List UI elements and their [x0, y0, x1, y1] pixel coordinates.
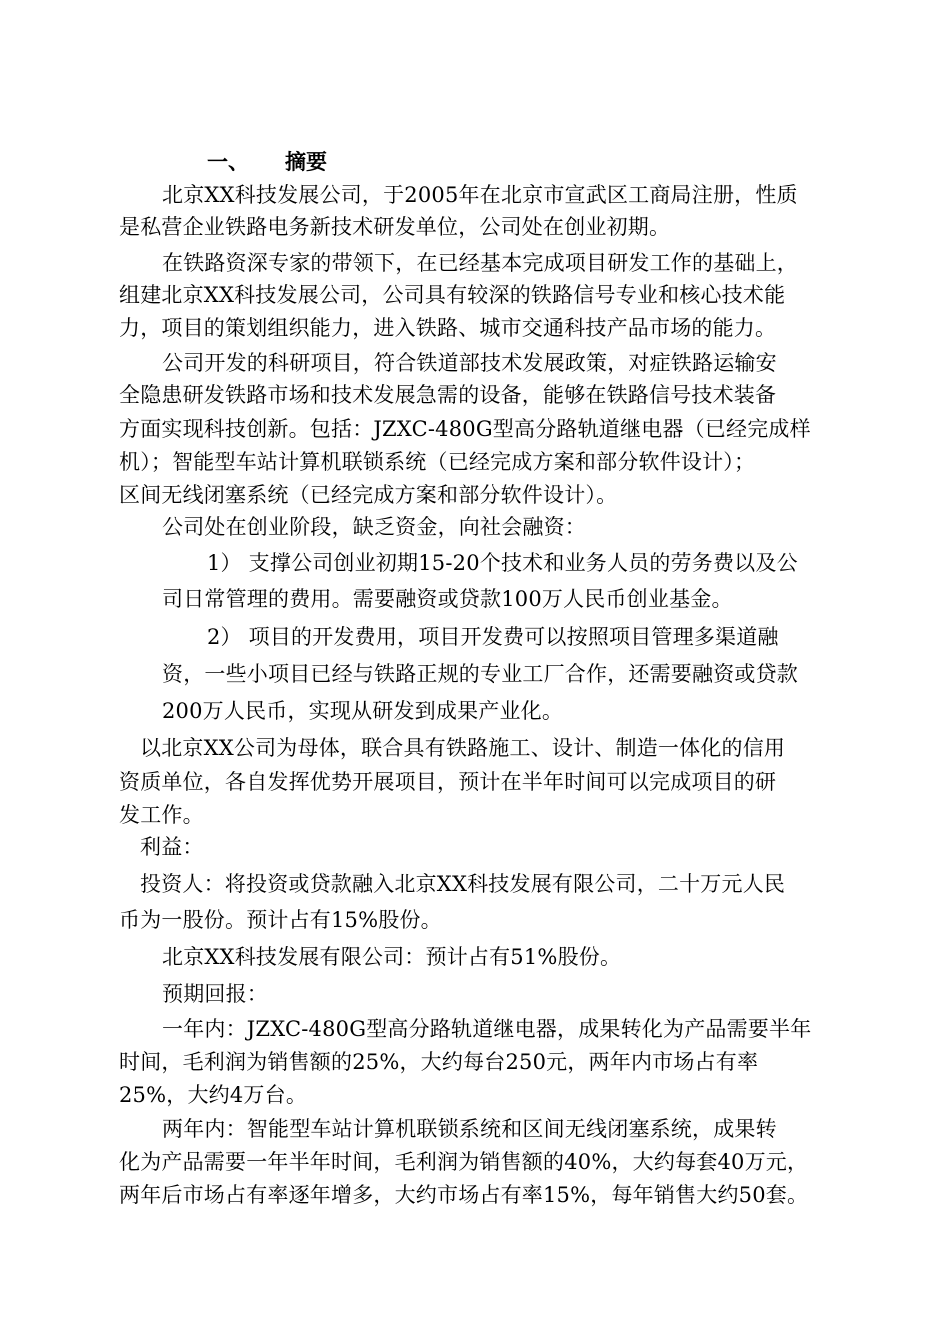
paragraph-line: 区间无线闭塞系统（已经完成方案和部分软件设计）。 [119, 483, 618, 507]
list-item-line: 资，一些小项目已经与铁路正规的专业工厂合作，还需要融资或贷款 [162, 662, 798, 686]
paragraph-line: 币为一股份。预计占有15%股份。 [119, 908, 442, 932]
paragraph-line: 北京XX科技发展公司，于2005年在北京市宣武区工商局注册，性质 [162, 183, 798, 207]
list-item-line: 1） 支撑公司创业初期15-20个技术和业务人员的劳务费以及公 [207, 551, 798, 575]
paragraph-line: 25%，大约4万台。 [119, 1083, 308, 1107]
list-item-line: 司日常管理的费用。需要融资或贷款100万人民币创业基金。 [162, 587, 733, 611]
paragraph-line: 一年内：JZXC-480G型高分路轨道继电器，成果转化为产品需要半年 [162, 1017, 812, 1041]
paragraph-line: 投资人：将投资或贷款融入北京XX科技发展有限公司，二十万元人民 [140, 872, 786, 896]
paragraph-line: 组建北京XX科技发展公司，公司具有较深的铁路信号专业和核心技术能 [119, 283, 786, 307]
paragraph-line: 化为产品需要一年半年时间，毛利润为销售额的40%，大约每套40万元， [119, 1150, 809, 1174]
paragraph-line: 公司开发的科研项目，符合铁道部技术发展政策，对症铁路运输安 [162, 351, 777, 375]
paragraph-line: 方面实现科技创新。包括：JZXC-480G型高分路轨道继电器（已经完成样 [119, 417, 811, 441]
paragraph-line: 以北京XX公司为母体，联合具有铁路施工、设计、制造一体化的信用 [140, 736, 786, 760]
paragraph-line: 两年后市场占有率逐年增多，大约市场占有率15%，每年销售大约50套。 [119, 1183, 809, 1207]
paragraph-line: 时间，毛利润为销售额的25%，大约每台250元，两年内市场占有率 [119, 1050, 759, 1074]
section-number: 一、 [207, 149, 249, 174]
paragraph-line: 是私营企业铁路电务新技术研发单位，公司处在创业初期。 [119, 215, 671, 239]
paragraph-line: 资质单位，各自发挥优势开展项目，预计在半年时间可以完成项目的研 [119, 770, 777, 794]
list-item-line: 2） 项目的开发费用，项目开发费可以按照项目管理多渠道融 [207, 625, 779, 649]
paragraph-line: 两年内：智能型车站计算机联锁系统和区间无线闭塞系统，成果转 [162, 1117, 777, 1141]
paragraph-line: 在铁路资深专家的带领下，在已经基本完成项目研发工作的基础上， [162, 251, 798, 275]
paragraph-line: 全隐患研发铁路市场和技术发展急需的设备，能够在铁路信号技术装备 [119, 383, 777, 407]
paragraph-line: 北京XX科技发展有限公司：预计占有51%股份。 [162, 945, 622, 969]
paragraph-line: 发工作。 [119, 803, 204, 827]
list-item-line: 200万人民币，实现从研发到成果产业化。 [162, 699, 564, 723]
paragraph-line: 公司处在创业阶段，缺乏资金，向社会融资： [162, 515, 586, 539]
paragraph-line: 力，项目的策划组织能力，进入铁路、城市交通科技产品市场的能力。 [119, 316, 777, 340]
paragraph-line: 预期回报： [162, 982, 268, 1006]
paragraph-line: 利益： [140, 835, 204, 859]
paragraph-line: 机）；智能型车站计算机联锁系统（已经完成方案和部分软件设计）； [119, 450, 756, 474]
section-title: 摘要 [285, 149, 327, 174]
